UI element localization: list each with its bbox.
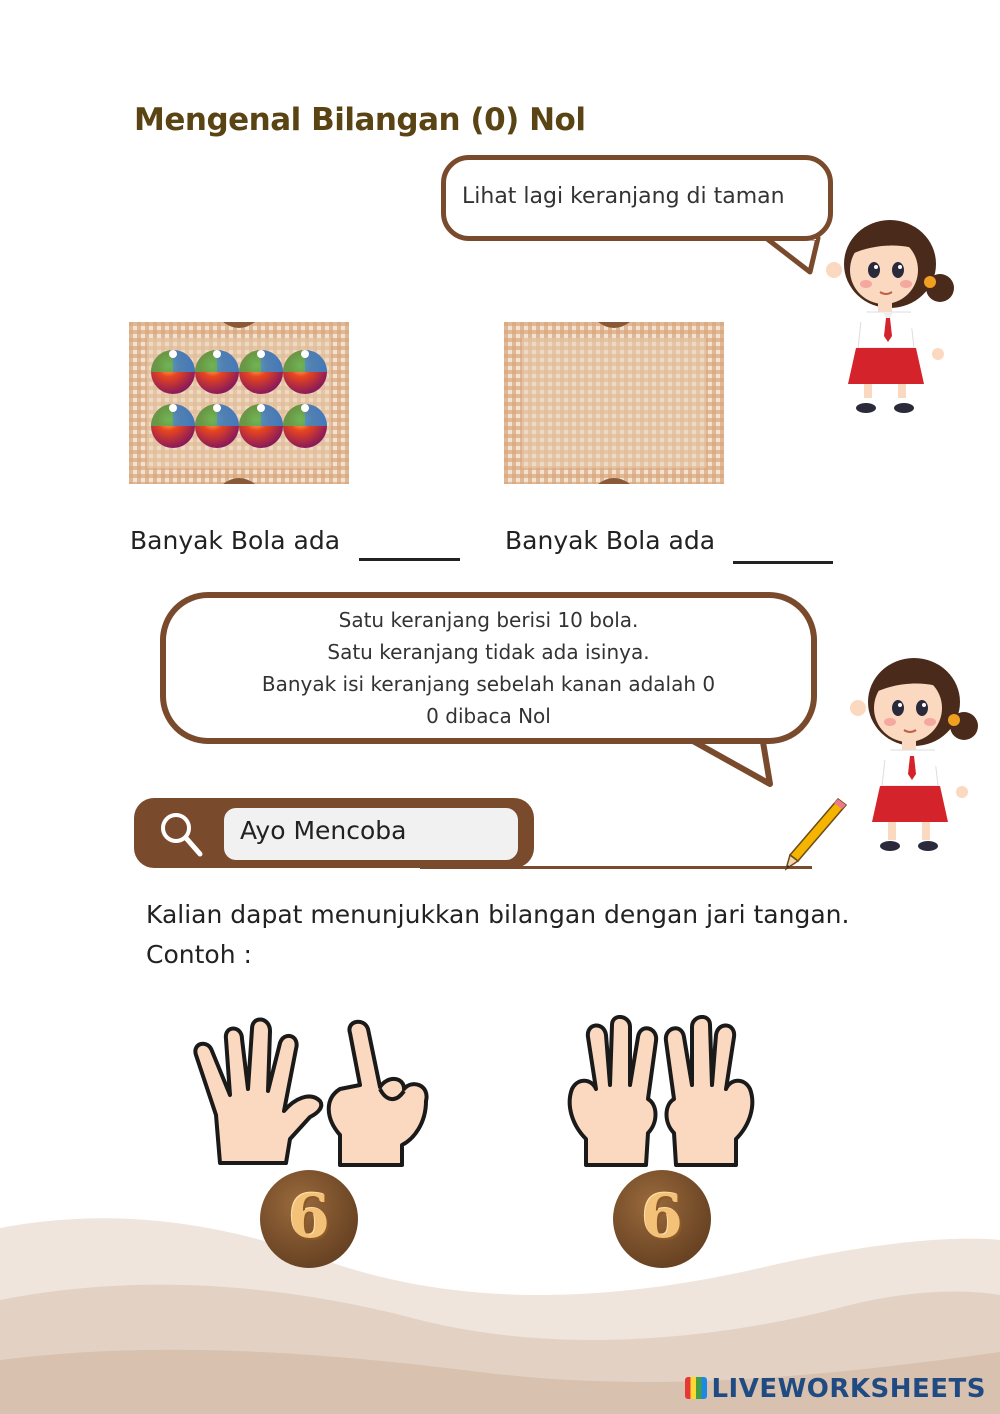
basket-1-answer-blank[interactable] bbox=[359, 558, 460, 561]
page-title: Mengenal Bilangan (0) Nol bbox=[134, 102, 586, 138]
pencil-icon bbox=[780, 795, 850, 875]
bubble-line: Satu keranjang berisi 10 bola. bbox=[338, 608, 639, 632]
search-label: Ayo Mencoba bbox=[240, 816, 407, 845]
search-icon bbox=[156, 808, 206, 858]
number-coin-2 bbox=[613, 1170, 711, 1268]
hands-example-2 bbox=[566, 1015, 756, 1175]
girl-illustration-2 bbox=[842, 646, 982, 856]
number-coin-1 bbox=[260, 1170, 358, 1268]
hands-example-1 bbox=[190, 1015, 438, 1175]
basket-1-label: Banyak Bola ada bbox=[130, 526, 341, 555]
brand-text: LIVEWORKSHEETS bbox=[711, 1374, 986, 1404]
speech-bubble-top bbox=[441, 155, 833, 241]
basket-empty bbox=[504, 322, 724, 484]
speech-bubble-top-text: Lihat lagi keranjang di taman bbox=[462, 184, 785, 209]
instruction-line-2: Contoh : bbox=[146, 940, 252, 969]
speech-bubble-middle bbox=[160, 592, 817, 744]
brand-logo bbox=[685, 1374, 986, 1404]
basket-with-balls bbox=[129, 322, 349, 484]
number-coin-2-text: 6 bbox=[641, 1182, 683, 1252]
basket-2-answer-blank[interactable] bbox=[733, 561, 833, 564]
girl-illustration bbox=[818, 208, 958, 418]
bubble-line: Satu keranjang tidak ada isinya. bbox=[327, 640, 650, 664]
brand-icon bbox=[685, 1377, 707, 1399]
instruction-line-1: Kalian dapat menunjukkan bilangan dengan jari tangan. bbox=[146, 900, 850, 929]
number-coin-1-text: 6 bbox=[288, 1182, 330, 1252]
basket-2-label: Banyak Bola ada bbox=[505, 526, 716, 555]
bubble-line: 0 dibaca Nol bbox=[426, 704, 551, 728]
bubble-line: Banyak isi keranjang sebelah kanan adalah 0 bbox=[261, 672, 716, 696]
